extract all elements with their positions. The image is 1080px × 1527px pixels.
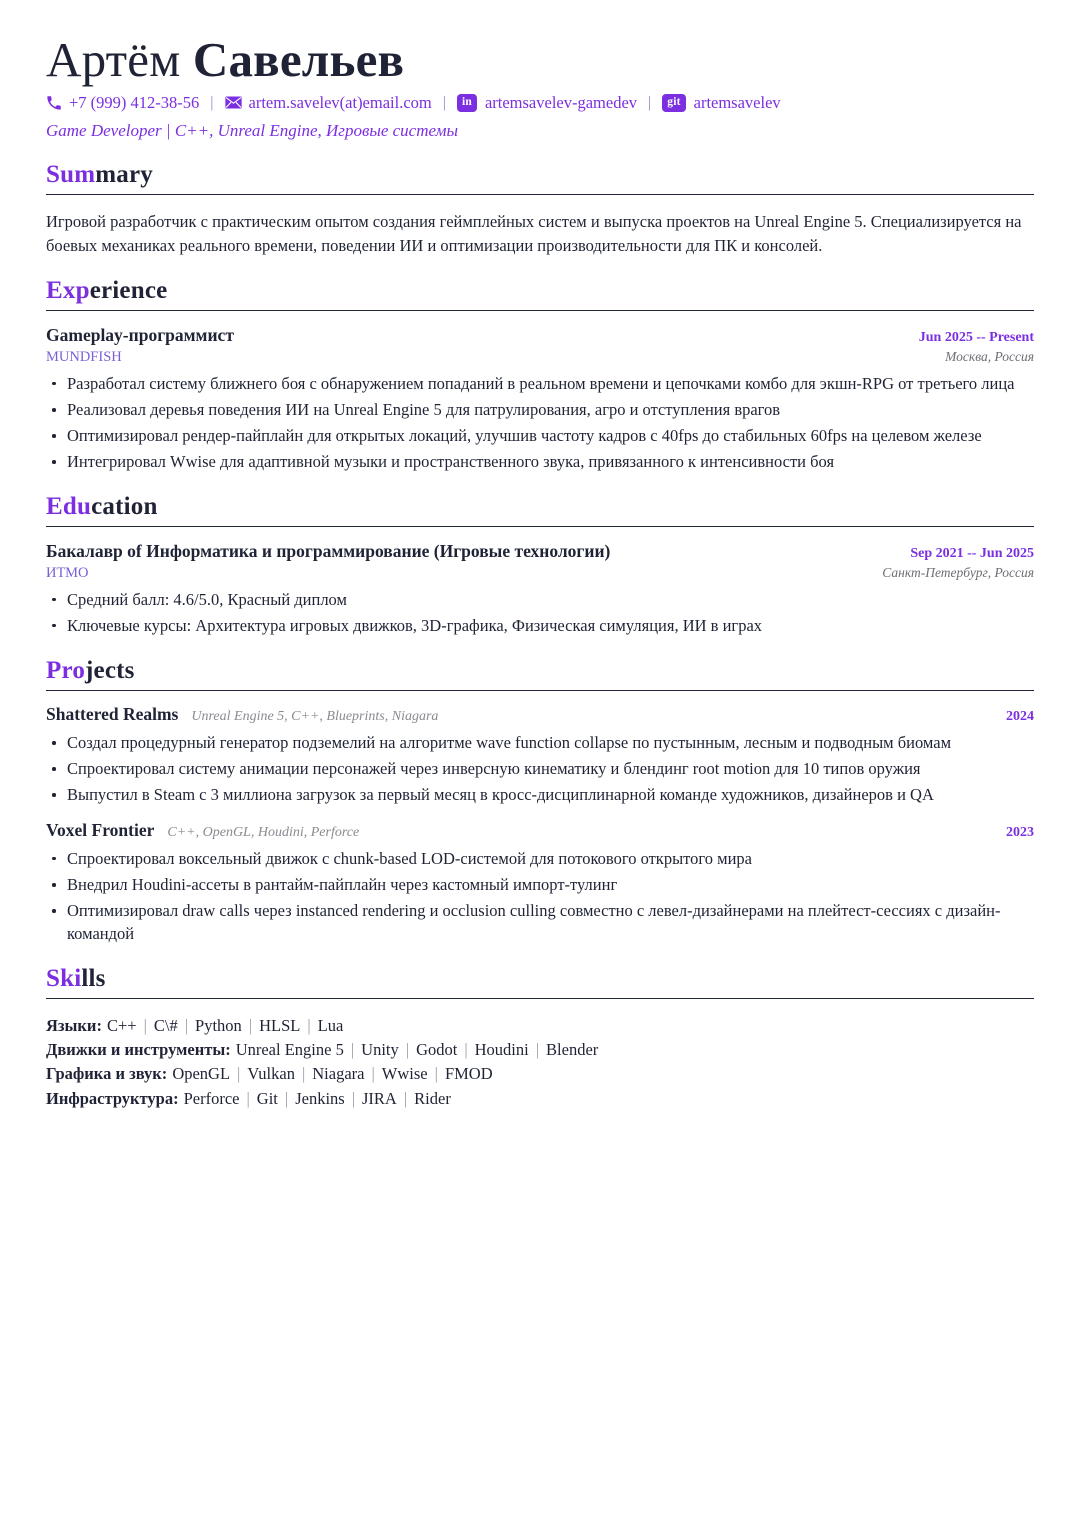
skills-list <box>46 1014 1034 1109</box>
education-bullets <box>46 588 1034 637</box>
skill-values <box>172 1064 492 1083</box>
skill-value: Niagara <box>312 1064 365 1084</box>
skill-separator: | <box>237 1064 241 1084</box>
job-title: Gameplay-программист <box>46 325 234 346</box>
skill-value: Vulkan <box>247 1064 295 1084</box>
contact-linkedin[interactable] <box>457 93 637 113</box>
skill-separator: | <box>350 1040 355 1060</box>
git-icon: git <box>662 94 685 113</box>
section-title-highlight: Exp <box>46 277 90 305</box>
skill-value: Git <box>256 1088 278 1108</box>
education-location: Санкт-Петербург, Россия <box>882 564 1034 580</box>
section-title-rest: erience <box>89 277 168 305</box>
skill-separator: | <box>535 1040 540 1060</box>
skill-separator: | <box>371 1064 375 1084</box>
project-year: 2023 <box>1006 824 1034 840</box>
skill-value: Perforce <box>183 1088 240 1108</box>
section-title-rest: cation <box>91 493 158 521</box>
tagline: Game Developer | C++, Unreal Engine, Игровые системы <box>46 120 458 140</box>
skill-value: Houdini <box>474 1040 529 1060</box>
skill-row <box>46 1062 1034 1085</box>
skill-value: FMOD <box>444 1064 493 1084</box>
contact-git[interactable] <box>662 93 780 113</box>
entry-head <box>46 325 1034 346</box>
section-title-skills <box>46 965 1034 993</box>
skill-value: C\# <box>153 1016 178 1036</box>
skill-separator: | <box>405 1040 410 1060</box>
skill-value: Godot <box>416 1040 458 1060</box>
skill-value: HLSL <box>259 1016 301 1036</box>
skill-separator: | <box>284 1088 289 1108</box>
page-title <box>46 34 1034 87</box>
list-item: Интегрировал Wwise для адаптивной музыки и пространственного звука, привязанного к интенсивности боя <box>46 450 1034 473</box>
skill-separator: | <box>464 1040 468 1060</box>
project-tech: C++, OpenGL, Houdini, Perforce <box>167 824 360 840</box>
summary-body: Игровой разработчик с практическим опытом создания геймплейных систем и выпуска проектов на Unreal Engine 5. Специализируется на боевых механиках реального времени, поведении ИИ и оптимизации производительности для ПК и консолей. <box>46 211 1022 255</box>
list-item: Ключевые курсы: Архитектура игровых движков, 3D-графика, Физическая симуляция, ИИ в играх <box>46 614 1034 637</box>
entry-sub <box>46 348 1034 366</box>
section-title-highlight: Edu <box>46 493 92 521</box>
phone-icon <box>46 95 62 111</box>
section-title-experience <box>46 277 1034 305</box>
section-title-education <box>46 493 1034 521</box>
section-projects <box>46 657 1034 945</box>
list-item: Создал процедурный генератор подземелий на алгоритме wave function collapse по пустынным, лесным и подводным биомам <box>46 731 1034 754</box>
section-title-rest: jects <box>85 656 135 684</box>
skill-value: Wwise <box>381 1064 428 1084</box>
skill-separator: | <box>307 1016 311 1036</box>
list-item: Спроектировал систему анимации персонажей через инверсную кинематику и блендинг root motion для 10 типов оружия <box>46 757 1034 780</box>
contact-email[interactable] <box>225 93 432 113</box>
skill-value: Unity <box>361 1040 399 1060</box>
skill-values <box>184 1089 451 1108</box>
contact-phone[interactable] <box>46 93 199 113</box>
skill-separator: | <box>434 1064 438 1084</box>
section-rule <box>46 194 1034 195</box>
project-left <box>46 704 438 725</box>
section-skills <box>46 965 1034 1109</box>
linkedin-text: artemsavelev-gamedev <box>484 92 638 112</box>
section-title-summary <box>46 161 1034 189</box>
project-bullets <box>46 731 1034 806</box>
project-head <box>46 820 1034 841</box>
section-title-rest: mary <box>95 160 153 188</box>
skill-value: Rider <box>414 1088 451 1108</box>
skill-label: Движки и инструменты: <box>46 1040 231 1060</box>
section-title-highlight: Sum <box>46 160 96 188</box>
entry-head <box>46 541 1034 562</box>
git-text: artemsavelev <box>693 92 781 112</box>
list-item: Средний балл: 4.6/5.0, Красный диплом <box>46 588 1034 611</box>
education-entry <box>46 541 1034 637</box>
list-item: Спроектировал воксельный движок с chunk-based LOD-системой для потокового открытого мира <box>46 847 1034 870</box>
linkedin-icon: in <box>457 94 477 113</box>
skill-separator: | <box>403 1088 408 1108</box>
list-item: Разработал систему ближнего боя с обнаружением попаданий в реальном времени и цепочками комбо для экшн-RPG от третьего лица <box>46 372 1034 395</box>
job-bullets <box>46 372 1034 473</box>
skill-separator: | <box>184 1016 189 1036</box>
skill-values <box>236 1040 599 1059</box>
section-title-projects <box>46 657 1034 685</box>
skill-separator: | <box>143 1016 147 1036</box>
section-education <box>46 493 1034 637</box>
project-left <box>46 820 359 841</box>
skill-value: Lua <box>317 1016 344 1036</box>
list-item: Выпустил в Steam с 3 миллиона загрузок за первый месяц в кросс-дисциплинарной команде художников, дизайнеров и QA <box>46 783 1034 806</box>
skill-label: Инфраструктура: <box>46 1088 179 1108</box>
contact-separator: | <box>648 94 652 112</box>
skill-label: Графика и звук: <box>46 1064 168 1084</box>
contact-line <box>46 93 1034 113</box>
skill-value: C++ <box>106 1016 137 1036</box>
job-location: Москва, Россия <box>945 348 1034 364</box>
section-rule <box>46 526 1034 527</box>
contact-separator: | <box>442 94 446 112</box>
skill-value: Jenkins <box>295 1088 345 1108</box>
skill-separator: | <box>248 1016 253 1036</box>
phone-text: +7 (999) 412-38-56 <box>69 92 200 112</box>
company-name: MUNDFISH <box>46 348 122 365</box>
skill-separator: | <box>246 1088 250 1108</box>
skill-row <box>46 1087 1034 1110</box>
school-name: ИТМО <box>46 564 89 581</box>
skill-value: Blender <box>546 1040 599 1060</box>
contact-separator: | <box>210 94 214 112</box>
last-name: Савельев <box>192 32 405 87</box>
skill-value: JIRA <box>362 1088 397 1108</box>
section-summary <box>46 161 1034 258</box>
project-year: 2024 <box>1006 708 1034 724</box>
list-item: Оптимизировал рендер-пайплайн для открытых локаций, улучшив частоту кадров с 40fps до стабильных 60fps на целевом железе <box>46 424 1034 447</box>
project-item <box>46 820 1034 946</box>
entry-sub <box>46 564 1034 582</box>
skill-label: Языки: <box>46 1016 102 1036</box>
project-name: Shattered Realms <box>46 703 179 724</box>
skill-value: Python <box>195 1016 242 1036</box>
skill-row <box>46 1038 1034 1061</box>
section-title-highlight: Pro <box>46 656 86 684</box>
education-date: Sep 2021 -- Jun 2025 <box>910 546 1034 562</box>
section-title-highlight: Ski <box>46 965 82 993</box>
project-bullets <box>46 847 1034 945</box>
project-tech: Unreal Engine 5, C++, Blueprints, Niagara <box>191 708 439 724</box>
job-date: Jun 2025 -- Present <box>918 330 1034 346</box>
skill-separator: | <box>301 1064 306 1084</box>
section-rule <box>46 310 1034 311</box>
section-rule <box>46 998 1034 999</box>
email-text: artem.savelev(at)email.com <box>248 92 432 112</box>
list-item: Внедрил Houdini-ассеты в рантайм-пайплайн через кастомный импорт-тулинг <box>46 873 1034 896</box>
section-experience <box>46 277 1034 473</box>
skill-separator: | <box>351 1088 356 1108</box>
experience-entry <box>46 325 1034 473</box>
project-item <box>46 704 1034 807</box>
project-name: Voxel Frontier <box>46 819 155 840</box>
list-item: Реализовал деревья поведения ИИ на Unreal Engine 5 для патрулирования, агро и отступления врагов <box>46 398 1034 421</box>
section-rule <box>46 690 1034 691</box>
section-title-rest: lls <box>81 965 106 993</box>
email-icon <box>225 96 242 109</box>
degree-title: Бакалавр of Информатика и программирование (Игровые технологии) <box>46 541 611 562</box>
project-head <box>46 704 1034 725</box>
resume-header <box>46 34 1034 141</box>
first-name: Артём <box>46 32 181 87</box>
skill-value: Unreal Engine 5 <box>235 1040 344 1060</box>
skill-value: OpenGL <box>172 1064 231 1084</box>
skill-row <box>46 1014 1034 1037</box>
skill-values <box>107 1016 343 1035</box>
list-item: Оптимизировал draw calls через instanced rendering и occlusion culling совместно с левел-дизайнерами на плейтест-сессиях с дизайн-командой <box>46 899 1034 945</box>
